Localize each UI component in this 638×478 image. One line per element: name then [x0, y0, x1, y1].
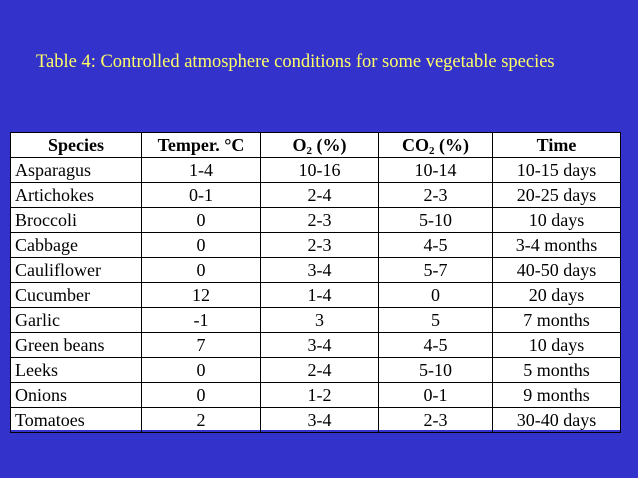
cell-o2: 1-4: [261, 283, 379, 308]
cell-o2: 3-4: [261, 408, 379, 433]
cell-o2: 3: [261, 308, 379, 333]
cell-co2: 5: [379, 308, 493, 333]
cell-species: Onions: [11, 383, 142, 408]
cell-time: 3-4 months: [493, 233, 621, 258]
cell-temperature: 0: [142, 358, 261, 383]
cell-species: Artichokes: [11, 183, 142, 208]
table-row: [11, 233, 621, 258]
cell-time: 10 days: [493, 333, 621, 358]
cell-o2: 3-4: [261, 333, 379, 358]
cell-co2: 2-3: [379, 183, 493, 208]
cell-species: Asparagus: [11, 158, 142, 183]
table-body: [11, 158, 621, 433]
cell-species: Broccoli: [11, 208, 142, 233]
conditions-table-container: [10, 132, 620, 430]
cell-species: Cabbage: [11, 233, 142, 258]
header-o2-subscript: 2: [306, 145, 312, 157]
cell-o2: 1-2: [261, 383, 379, 408]
table-row: [11, 383, 621, 408]
table-row: [11, 333, 621, 358]
cell-co2: 4-5: [379, 333, 493, 358]
cell-co2: 5-10: [379, 208, 493, 233]
table-row: [11, 158, 621, 183]
header-o2-unit: (%): [312, 135, 347, 155]
table-row: [11, 283, 621, 308]
cell-species: Garlic: [11, 308, 142, 333]
cell-o2: 3-4: [261, 258, 379, 283]
cell-time: 20-25 days: [493, 183, 621, 208]
header-temperature: Temper. °C: [142, 133, 261, 158]
cell-o2: 2-3: [261, 233, 379, 258]
header-co2-subscript: 2: [429, 145, 435, 157]
cell-species: Leeks: [11, 358, 142, 383]
cell-o2: 2-4: [261, 183, 379, 208]
cell-o2: 2-4: [261, 358, 379, 383]
cell-temperature: 0: [142, 383, 261, 408]
table-row: [11, 208, 621, 233]
cell-temperature: 0: [142, 258, 261, 283]
header-co2-base: CO: [402, 135, 429, 155]
cell-time: 10-15 days: [493, 158, 621, 183]
table-row: [11, 308, 621, 333]
cell-co2: 4-5: [379, 233, 493, 258]
header-time: Time: [493, 133, 621, 158]
cell-species: Tomatoes: [11, 408, 142, 433]
header-species: Species: [11, 133, 142, 158]
cell-species: Green beans: [11, 333, 142, 358]
cell-temperature: -1: [142, 308, 261, 333]
cell-co2: 5-7: [379, 258, 493, 283]
cell-o2: 2-3: [261, 208, 379, 233]
cell-co2: 10-14: [379, 158, 493, 183]
header-o2-base: O: [292, 135, 307, 155]
header-co2-unit: (%): [434, 135, 469, 155]
table-row: [11, 358, 621, 383]
table-row: [11, 183, 621, 208]
cell-temperature: 0-1: [142, 183, 261, 208]
cell-co2: 0-1: [379, 383, 493, 408]
cell-time: 30-40 days: [493, 408, 621, 433]
cell-co2: 5-10: [379, 358, 493, 383]
cell-time: 10 days: [493, 208, 621, 233]
cell-temperature: 7: [142, 333, 261, 358]
cell-time: 5 months: [493, 358, 621, 383]
header-o2: [261, 133, 379, 158]
table-row: [11, 408, 621, 433]
cell-co2: 2-3: [379, 408, 493, 433]
cell-species: Cauliflower: [11, 258, 142, 283]
cell-temperature: 0: [142, 233, 261, 258]
table-row: [11, 258, 621, 283]
cell-temperature: 12: [142, 283, 261, 308]
table-header-row: [11, 133, 621, 158]
cell-time: 7 months: [493, 308, 621, 333]
conditions-table: [10, 132, 621, 433]
cell-temperature: 1-4: [142, 158, 261, 183]
cell-temperature: 0: [142, 208, 261, 233]
cell-time: 9 months: [493, 383, 621, 408]
cell-species: Cucumber: [11, 283, 142, 308]
cell-co2: 0: [379, 283, 493, 308]
cell-time: 40-50 days: [493, 258, 621, 283]
slide-title: Table 4: Controlled atmosphere conditions for some vegetable species: [36, 52, 555, 72]
cell-o2: 10-16: [261, 158, 379, 183]
cell-time: 20 days: [493, 283, 621, 308]
header-co2: [379, 133, 493, 158]
cell-temperature: 2: [142, 408, 261, 433]
